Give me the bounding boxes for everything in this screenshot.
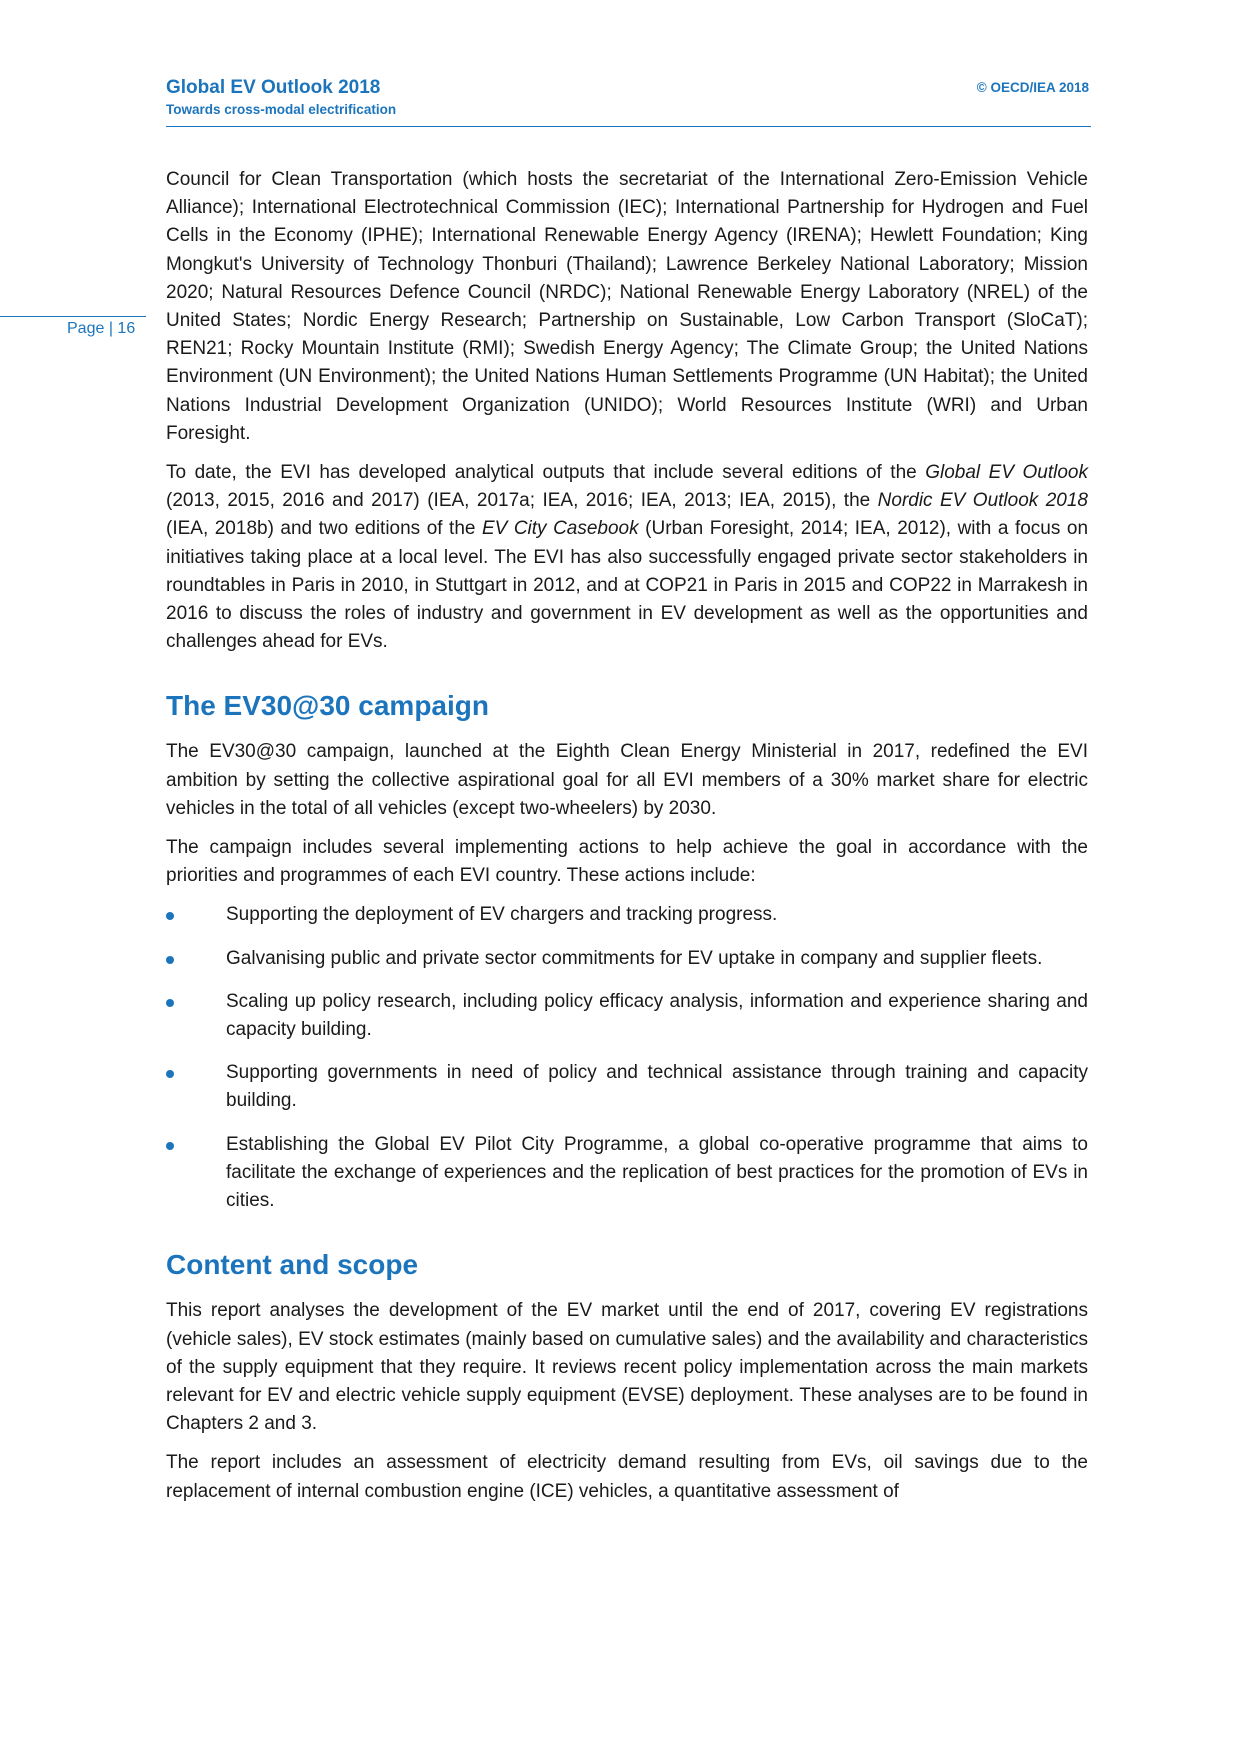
italic-title-global-ev-outlook: Global EV Outlook bbox=[925, 462, 1088, 484]
header-title: Global EV Outlook 2018 bbox=[166, 77, 381, 98]
italic-title-nordic-ev-outlook: Nordic EV Outlook 2018 bbox=[877, 490, 1088, 512]
paragraph-partners: Council for Clean Transportation (which hosts the secretariat of the International Zero-Emission Vehicle Alliance); International Electrotechnical Commission (IEC); International Partnership for Hydrogen and Fuel Cells in the Economy (IPHE); International Renewable Energy Agency (IRENA); Hewlett Foundation; King Mongkut's University of Technology Thonburi (Thailand); Lawrence Berkeley National Laboratory; Mission 2020; Natural Resources Defence Council (NRDC); National Renewable Energy Laboratory (NREL) of the United States; Nordic Energy Research; Partnership on Sustainable, Low Carbon Transport (SloCaT); REN21; Rocky Mountain Institute (RMI); Swedish Energy Agency; The Climate Group; the United Nations Environment (UN Environment); the United Nations Human Settlements Programme (UN Habitat); the United Nations Industrial Development Organization (UNIDO); World Resources Institute (WRI) and Urban Foresight. bbox=[166, 169, 1088, 444]
main-content bbox=[166, 166, 1088, 1517]
paragraph-campaign-intro: The EV30@30 campaign, launched at the Eighth Clean Energy Ministerial in 2017, redefined the EVI ambition by setting the collective aspirational goal for all EVI members of a 30% market share for electric vehicles in the total of all vehicles (except two-wheelers) by 2030. bbox=[166, 741, 1088, 819]
header-divider bbox=[166, 126, 1091, 127]
bullet-icon bbox=[166, 1070, 174, 1078]
list-item bbox=[166, 1131, 1088, 1216]
text-run: (2013, 2015, 2016 and 2017) (IEA, 2017a; IEA, 2016; IEA, 2013; IEA, 2015), the bbox=[166, 490, 878, 512]
text-run: (IEA, 2018b) and two editions of the bbox=[166, 518, 482, 540]
italic-title-ev-city-casebook: EV City Casebook bbox=[481, 518, 639, 540]
text-run: To date, the EVI has developed analytical outputs that include several editions of the bbox=[166, 462, 926, 484]
bullet-icon bbox=[166, 999, 174, 1007]
paragraph-report-includes: The report includes an assessment of electricity demand resulting from EVs, oil savings due to the replacement of internal combustion engine (ICE) vehicles, a quantitative assessment of bbox=[166, 1452, 1088, 1502]
list-item-text: Supporting governments in need of policy and technical assistance through training and capacity building. bbox=[226, 1062, 1088, 1112]
list-item-text: Scaling up policy research, including policy efficacy analysis, information and experience sharing and capacity building. bbox=[226, 990, 1088, 1041]
paragraph-campaign-actions: The campaign includes several implementing actions to help achieve the goal in accordance with the priorities and programmes of each EVI country. These actions include: bbox=[166, 837, 1088, 887]
list-item-text: Galvanising public and private sector commitments for EV uptake in company and supplier fleets. bbox=[226, 947, 1043, 969]
list-item bbox=[166, 945, 1088, 973]
page-header bbox=[166, 76, 1091, 120]
bullet-icon bbox=[166, 956, 174, 964]
paragraph-analytical-outputs bbox=[166, 459, 1088, 656]
section-heading-content-scope: Content and scope bbox=[166, 1249, 419, 1281]
page-number-rule bbox=[0, 316, 146, 317]
bullet-icon bbox=[166, 912, 174, 920]
actions-list bbox=[166, 901, 1088, 1215]
header-subtitle: Towards cross-modal electrification bbox=[166, 102, 397, 117]
paragraph-report-analysis: This report analyses the development of the EV market until the end of 2017, covering EV registrations (vehicle sales), EV stock estimates (mainly based on cumulative sales) and the availability and characteristics of the supply equipment that they require. It reviews recent policy implementation across the main markets relevant for EV and electric vehicle supply equipment (EVSE) deployment. These analyses are to be found in Chapters 2 and 3. bbox=[166, 1300, 1088, 1435]
list-item-text: Supporting the deployment of EV chargers and tracking progress. bbox=[226, 904, 778, 926]
list-item-text: Establishing the Global EV Pilot City Programme, a global co-operative programme that aims to facilitate the exchange of experiences and the replication of best practices for the promotion of EVs in cities. bbox=[226, 1133, 1088, 1212]
section-heading-ev30-campaign: The EV30@30 campaign bbox=[166, 690, 489, 722]
list-item bbox=[166, 988, 1088, 1044]
list-item bbox=[166, 901, 1088, 929]
bullet-icon bbox=[166, 1142, 174, 1150]
list-item bbox=[166, 1059, 1088, 1115]
page-number: Page | 16 bbox=[67, 320, 136, 337]
text-run: (Urban Foresight, 2014; IEA, 2012), with a focus on initiatives taking place at a local level. The EVI has also successfully engaged private sector stakeholders in roundtables in Paris in 2010, in Stuttgart in 2012, and at COP21 in Paris in 2015 and COP22 in Marrakesh in 2016 to discuss the roles of industry and government in EV development as well as the opportunities and challenges ahead for EVs. bbox=[166, 518, 1089, 653]
header-copyright: © OECD/IEA 2018 bbox=[976, 80, 1089, 95]
